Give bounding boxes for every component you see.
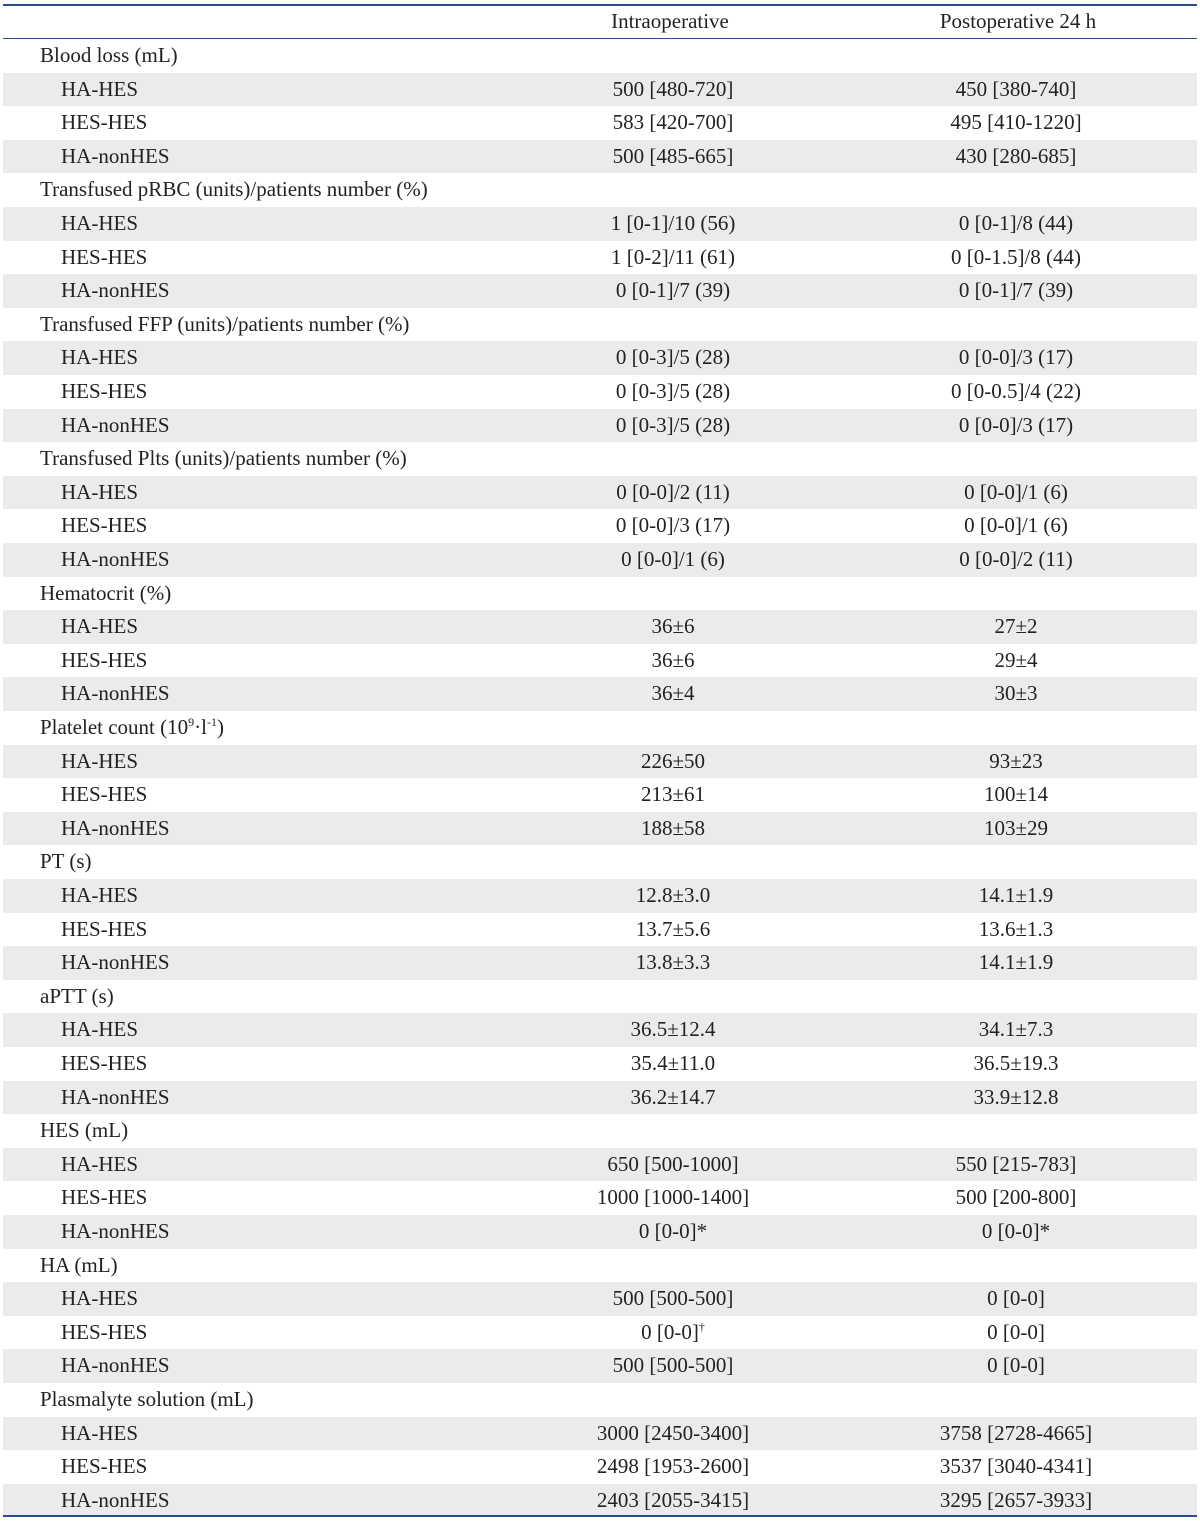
postoperative-value: 103±29 <box>983 815 1049 840</box>
group-label: HES-HES <box>61 244 148 269</box>
intraoperative-value-text: 36±6 <box>651 614 695 639</box>
section-header-blood-loss-ml <box>3 39 1197 73</box>
group-label: HA-HES <box>61 211 138 235</box>
table-row <box>3 274 1197 308</box>
table-row <box>3 1148 1197 1182</box>
group-label: HA-HES <box>61 1420 138 1445</box>
intraoperative-value <box>613 73 734 107</box>
section-header-transfused-prbc-units-patients-number <box>3 173 1197 207</box>
label-superscript: -1 <box>206 715 217 729</box>
intraoperative-value <box>613 1349 734 1383</box>
intraoperative-value <box>621 543 725 577</box>
postoperative-value: 13.6±1.3 <box>978 916 1054 941</box>
intraoperative-value <box>616 375 730 409</box>
postoperative-value: 0 [0-0]* <box>981 1219 1051 1243</box>
section-label-text: HA (mL) <box>40 1252 118 1277</box>
intraoperative-value-text: 650 [500-1000] <box>607 1151 739 1176</box>
intraoperative-value-text: 1 [0-2]/11 (61) <box>610 244 736 269</box>
intraoperative-value <box>616 476 730 510</box>
postoperative-value: 430 [280-685] <box>955 143 1077 168</box>
section-header-transfused-ffp-units-patients-number <box>3 308 1197 342</box>
intraoperative-value-text: 36±6 <box>651 647 695 672</box>
table-row <box>3 610 1197 644</box>
postoperative-value: 500 [200-800] <box>955 1185 1077 1210</box>
intraoperative-value <box>630 1081 715 1115</box>
group-label: HA-HES <box>61 883 138 907</box>
postoperative-value: 0 [0-0] <box>987 1319 1045 1344</box>
intraoperative-value-text: 36±4 <box>651 681 695 706</box>
intraoperative-value <box>616 274 730 308</box>
table-row <box>3 946 1197 980</box>
section-header-ha-ml <box>3 1249 1197 1283</box>
section-label-text: Hematocrit (%) <box>40 580 172 605</box>
intraoperative-value <box>611 207 736 241</box>
postoperative-value: 29±4 <box>994 647 1038 672</box>
intraoperative-value-text: 500 [500-500] <box>612 1353 734 1378</box>
group-label: HES-HES <box>61 1185 148 1210</box>
section-header-hes-ml <box>3 1114 1197 1148</box>
postoperative-value: 100±14 <box>983 782 1049 807</box>
group-label: HA-nonHES <box>61 1353 170 1378</box>
table-row <box>3 677 1197 711</box>
group-label: HA-nonHES <box>61 681 170 706</box>
intraoperative-value-text: 36.5±12.4 <box>630 1017 716 1042</box>
intraoperative-value-text: 188±58 <box>640 815 706 840</box>
intraoperative-value <box>613 106 734 140</box>
section-label-text: HES (mL) <box>40 1118 129 1143</box>
section-header-hematocrit <box>3 577 1197 611</box>
group-label: HA-HES <box>61 76 138 101</box>
table-row <box>3 476 1197 510</box>
intraoperative-value <box>607 1148 738 1182</box>
section-label <box>40 845 92 879</box>
table-row <box>3 1215 1197 1249</box>
section-label-text: Transfused pRBC (units)/patients number (%) <box>40 177 428 202</box>
intraoperative-value-text: 226±50 <box>640 748 706 773</box>
table-row <box>3 812 1197 846</box>
intraoperative-value <box>597 1181 749 1215</box>
intraoperative-value-text: 1000 [1000-1400] <box>596 1185 750 1210</box>
group-label: HA-nonHES <box>61 412 170 437</box>
group-label: HA-HES <box>61 345 138 370</box>
intraoperative-value <box>597 1417 749 1451</box>
table-row <box>3 409 1197 443</box>
intraoperative-value <box>641 778 705 812</box>
intraoperative-value-text: 13.8±3.3 <box>635 950 711 975</box>
label-closing-paren: ) <box>216 715 224 739</box>
table-row <box>3 140 1197 174</box>
intraoperative-value-text: 0 [0-0]/3 (17) <box>615 513 731 538</box>
intraoperative-value-text: 3000 [2450-3400] <box>596 1420 750 1445</box>
postoperative-value: 93±23 <box>989 748 1043 773</box>
intraoperative-value-text: 0 [0-0]/1 (6) <box>621 547 725 571</box>
section-label-text: aPTT (s) <box>40 983 114 1008</box>
section-label <box>40 980 114 1014</box>
intraoperative-value <box>651 610 694 644</box>
group-label: HES-HES <box>61 110 148 135</box>
intraoperative-value <box>641 1316 705 1350</box>
intraoperative-value <box>651 644 694 678</box>
intraoperative-value <box>613 1282 734 1316</box>
postoperative-value: 33.9±12.8 <box>973 1084 1059 1109</box>
table-row <box>3 778 1197 812</box>
postoperative-value: 0 [0-1]/8 (44) <box>958 211 1074 235</box>
group-label: HA-HES <box>61 1151 138 1176</box>
postoperative-value: 0 [0-0] <box>987 1353 1045 1378</box>
intraoperative-value <box>636 946 711 980</box>
section-label-text: Plasmalyte solution (mL) <box>40 1387 254 1411</box>
table-row <box>3 913 1197 947</box>
postoperative-value: 3295 [2657-3933] <box>939 1487 1093 1512</box>
intraoperative-value <box>616 341 730 375</box>
section-label-text: Transfused Plts (units)/patients number (%) <box>40 446 407 471</box>
group-label: HES-HES <box>61 647 148 672</box>
postoperative-value: 30±3 <box>994 681 1038 706</box>
intraoperative-value-text: 0 [0-3]/5 (28) <box>615 345 731 370</box>
group-label: HA-nonHES <box>61 1084 170 1109</box>
table-row <box>3 1013 1197 1047</box>
header-postoperative-24h: Postoperative 24 h <box>939 9 1097 33</box>
postoperative-value: 495 [410-1220] <box>950 110 1082 135</box>
table-row <box>3 106 1197 140</box>
postoperative-value: 14.1±1.9 <box>978 883 1054 907</box>
intraoperative-value <box>597 1484 749 1518</box>
group-label: HES-HES <box>61 1454 148 1479</box>
table-row <box>3 1484 1197 1518</box>
intraoperative-value-text: 0 [0-1]/7 (39) <box>615 278 731 303</box>
postoperative-value: 0 [0-1.5]/8 (44) <box>950 244 1082 269</box>
group-label: HA-HES <box>61 748 138 773</box>
postoperative-value: 0 [0-0] <box>987 1286 1045 1311</box>
postoperative-value: 27±2 <box>994 614 1038 639</box>
group-label: HES-HES <box>61 513 148 538</box>
section-label <box>40 711 224 745</box>
group-label: HA-HES <box>61 614 138 639</box>
table-row <box>3 745 1197 779</box>
section-header-platelet-count-10 <box>3 711 1197 745</box>
table-row <box>3 1047 1197 1081</box>
intraoperative-value <box>616 509 730 543</box>
group-label: HES-HES <box>61 1051 148 1075</box>
intraoperative-value <box>636 913 711 947</box>
postoperative-value: 450 [380-740] <box>955 76 1077 101</box>
table-row <box>3 375 1197 409</box>
postoperative-value: 550 [215-783] <box>955 1151 1077 1176</box>
group-label: HA-nonHES <box>61 143 170 168</box>
postoperative-value: 34.1±7.3 <box>978 1017 1054 1042</box>
table-row <box>3 341 1197 375</box>
group-label: HA-nonHES <box>61 950 170 975</box>
group-label: HA-HES <box>61 1017 138 1042</box>
intraoperative-value <box>630 1013 715 1047</box>
intraoperative-value-text: 0 [0-3]/5 (28) <box>615 412 731 437</box>
intraoperative-value <box>597 1450 749 1484</box>
table-row <box>3 241 1197 275</box>
section-label-text: PT (s) <box>40 849 92 874</box>
section-label-text: Blood loss (mL) <box>40 43 178 67</box>
postoperative-value: 14.1±1.9 <box>978 950 1054 975</box>
table-row <box>3 1349 1197 1383</box>
group-label: HA-nonHES <box>61 1487 170 1512</box>
table-row <box>3 1282 1197 1316</box>
postoperative-value: 0 [0-0]/3 (17) <box>958 412 1074 437</box>
table-row <box>3 543 1197 577</box>
intraoperative-value <box>613 140 734 174</box>
section-label <box>40 39 178 73</box>
intraoperative-value-text: 1 [0-1]/10 (56) <box>610 211 736 235</box>
intraoperative-value-text: 500 [500-500] <box>612 1286 734 1311</box>
intraoperative-value-text: 0 [0-0] <box>641 1319 699 1344</box>
table-row <box>3 644 1197 678</box>
postoperative-value: 0 [0-1]/7 (39) <box>958 278 1074 303</box>
section-label-text: Transfused FFP (units)/patients number (%) <box>40 311 410 336</box>
intraoperative-value-text: 2403 [2055-3415] <box>596 1487 750 1512</box>
section-label <box>40 442 407 476</box>
intraoperative-value <box>641 812 705 846</box>
postoperative-value: 0 [0-0]/1 (6) <box>964 513 1068 538</box>
postoperative-value: 3537 [3040-4341] <box>939 1454 1093 1479</box>
label-superscript: 9 <box>188 715 195 729</box>
postoperative-value: 36.5±19.3 <box>973 1051 1059 1075</box>
table-row <box>3 879 1197 913</box>
intraoperative-value-text: 213±61 <box>640 782 706 807</box>
intraoperative-value <box>611 241 735 275</box>
intraoperative-value-text: 0 [0-0]* <box>638 1219 708 1243</box>
postoperative-value: 0 [0-0]/2 (11) <box>959 547 1073 571</box>
intraoperative-value <box>631 1047 715 1081</box>
group-label: HES-HES <box>61 916 148 941</box>
header-intraoperative: Intraoperative <box>611 9 729 33</box>
table-bottom-rule <box>3 1515 1197 1517</box>
intraoperative-value-text: 500 [480-720] <box>612 76 734 101</box>
section-label <box>40 577 171 611</box>
section-header-pt-s <box>3 845 1197 879</box>
intraoperative-value-text: 13.7±5.6 <box>635 916 711 941</box>
section-label <box>40 1383 253 1417</box>
section-header-plasmalyte-solution-ml <box>3 1383 1197 1417</box>
intraoperative-value-text: 0 [0-3]/5 (28) <box>615 379 731 403</box>
section-label <box>40 173 428 207</box>
postoperative-value: 0 [0-0]/1 (6) <box>964 479 1068 504</box>
postoperative-value: 0 [0-0.5]/4 (22) <box>950 379 1082 403</box>
postoperative-value: 0 [0-0]/3 (17) <box>958 345 1074 370</box>
intraoperative-value-text: 36.2±14.7 <box>630 1084 716 1109</box>
intraoperative-value <box>639 1215 707 1249</box>
group-label: HA-nonHES <box>61 547 170 571</box>
table-row <box>3 1450 1197 1484</box>
group-label: HES-HES <box>61 1319 148 1344</box>
label-unit: ·l <box>194 715 207 739</box>
intraoperative-value-text: 2498 [1953-2600] <box>596 1454 750 1479</box>
intraoperative-value-text: 583 [420-700] <box>612 110 734 135</box>
section-label <box>40 1114 128 1148</box>
section-label-text: Platelet count (10 <box>40 715 189 739</box>
footnote-marker: † <box>698 1319 705 1334</box>
intraoperative-value-text: 0 [0-0]/2 (11) <box>616 479 730 504</box>
table-row <box>3 207 1197 241</box>
intraoperative-value-text: 500 [485-665] <box>612 143 734 168</box>
intraoperative-value <box>616 409 730 443</box>
group-label: HA-nonHES <box>61 1219 170 1243</box>
table-row <box>3 1316 1197 1350</box>
intraoperative-value-text: 35.4±11.0 <box>630 1051 716 1075</box>
group-label: HA-HES <box>61 1286 138 1311</box>
intraoperative-value <box>636 879 711 913</box>
postoperative-value: 3758 [2728-4665] <box>939 1420 1093 1445</box>
group-label: HES-HES <box>61 379 148 403</box>
intraoperative-value <box>641 745 705 779</box>
table-row <box>3 1081 1197 1115</box>
section-header-aptt-s <box>3 980 1197 1014</box>
section-label <box>40 308 409 342</box>
group-label: HES-HES <box>61 782 148 807</box>
section-label <box>40 1249 118 1283</box>
intraoperative-value-text: 12.8±3.0 <box>635 883 711 907</box>
group-label: HA-HES <box>61 479 138 504</box>
section-header-transfused-plts-units-patients-number <box>3 442 1197 476</box>
table-row <box>3 1181 1197 1215</box>
group-label: HA-nonHES <box>61 278 170 303</box>
intraoperative-value <box>651 677 694 711</box>
group-label: HA-nonHES <box>61 815 170 840</box>
table-row <box>3 1417 1197 1451</box>
table-row <box>3 509 1197 543</box>
table-row <box>3 73 1197 107</box>
